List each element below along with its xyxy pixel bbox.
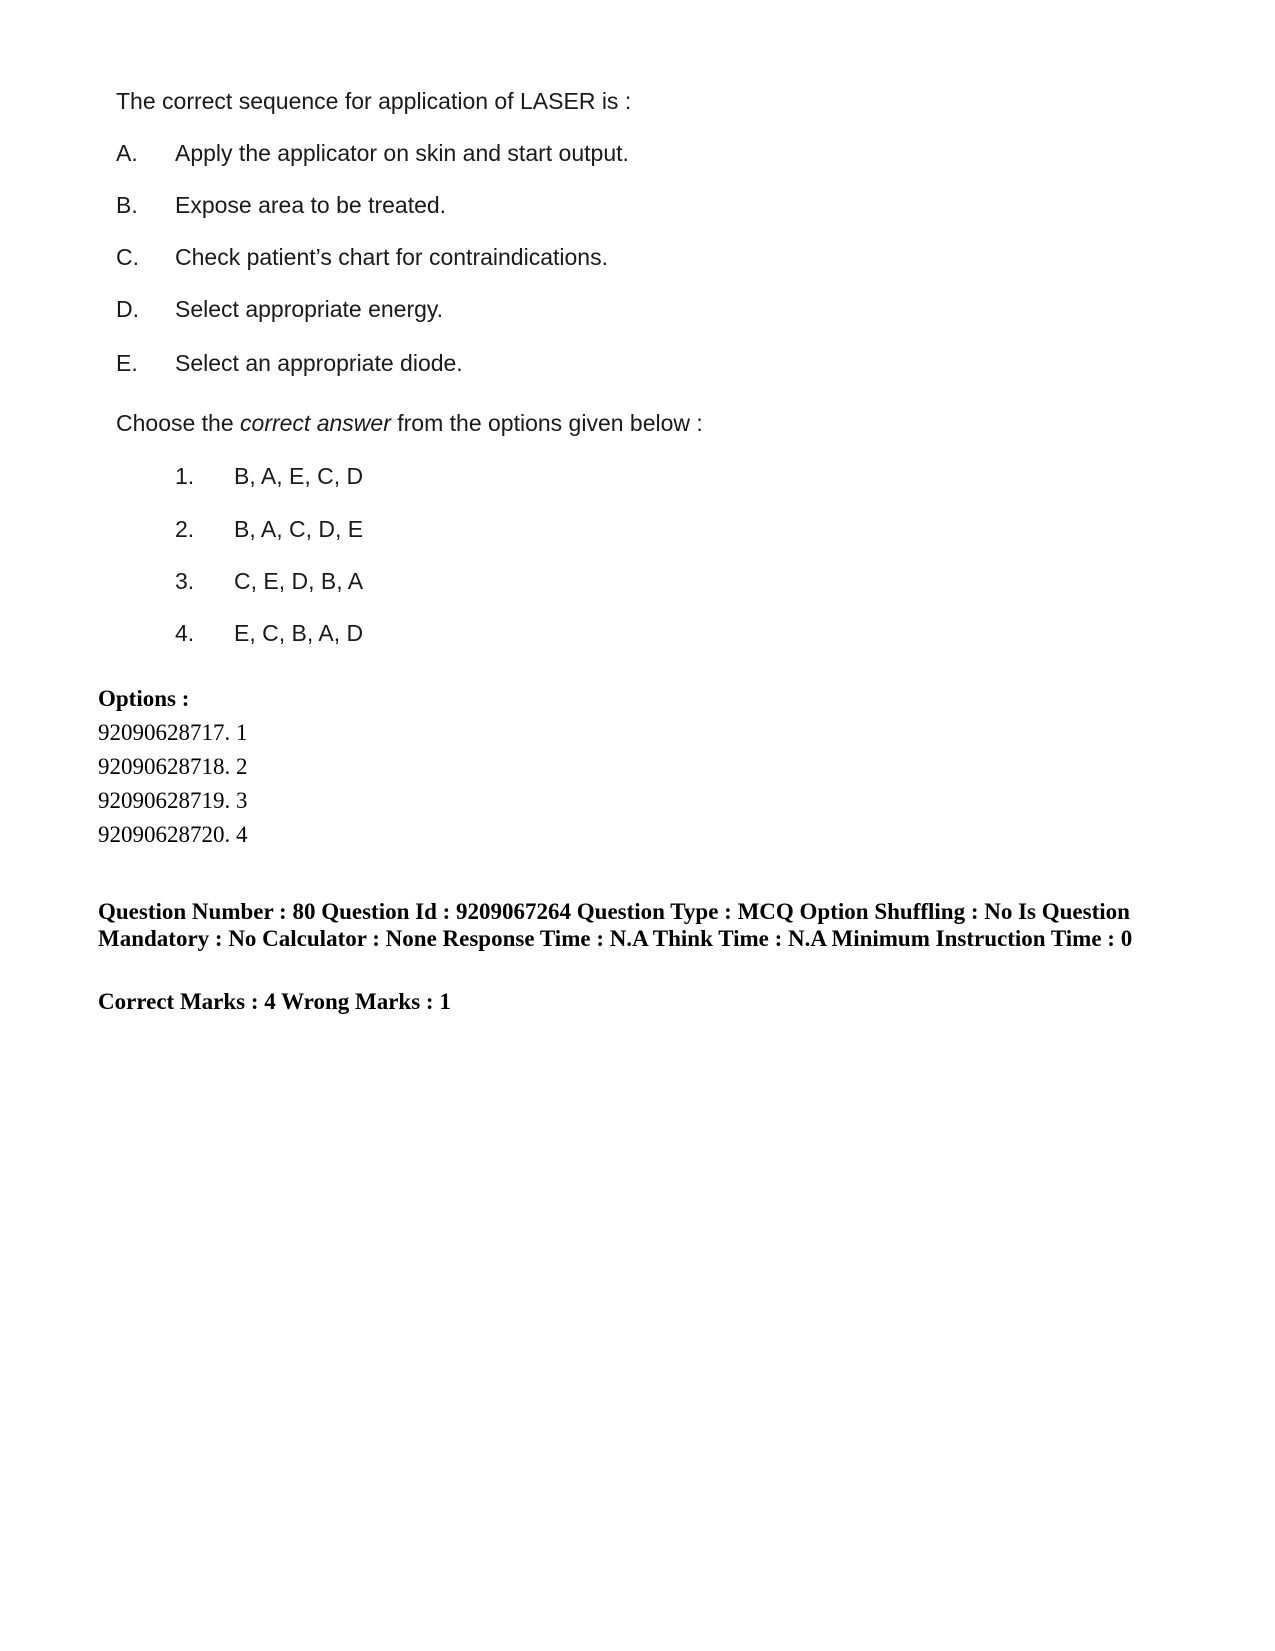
statement-text: Select appropriate energy. bbox=[175, 296, 444, 322]
statement-letter: A. bbox=[116, 140, 138, 166]
answer-number: 2. bbox=[175, 516, 195, 542]
choose-instruction bbox=[116, 410, 703, 437]
answer-text: B, A, E, C, D bbox=[234, 463, 364, 489]
options-heading: Options : bbox=[98, 686, 190, 711]
statement-text: Apply the applicator on skin and start output. bbox=[175, 140, 629, 166]
answer-number: 4. bbox=[175, 620, 195, 646]
choose-emphasis: correct answer bbox=[240, 410, 391, 436]
statement-letter: D. bbox=[116, 296, 139, 322]
statement-d bbox=[116, 296, 443, 323]
question-stem: The correct sequence for application of LASER is : bbox=[116, 88, 632, 114]
answer-choice-4 bbox=[175, 620, 363, 647]
statement-letter: B. bbox=[116, 192, 138, 218]
statement-letter: C. bbox=[116, 244, 139, 270]
statement-c bbox=[116, 244, 608, 271]
answer-choice-2 bbox=[175, 516, 363, 543]
answer-number: 1. bbox=[175, 463, 195, 489]
answer-choice-3 bbox=[175, 568, 363, 595]
statement-text: Check patient’s chart for contraindications. bbox=[175, 244, 608, 270]
statement-text: Expose area to be treated. bbox=[175, 192, 447, 218]
option-item: 92090628719. 3 bbox=[98, 788, 248, 813]
choose-suffix: from the options given below : bbox=[390, 410, 703, 436]
choose-prefix: Choose the bbox=[116, 410, 241, 436]
option-item: 92090628718. 2 bbox=[98, 754, 248, 779]
option-item: 92090628720. 4 bbox=[98, 822, 248, 847]
answer-text: B, A, C, D, E bbox=[234, 516, 364, 542]
option-item: 92090628717. 1 bbox=[98, 720, 248, 745]
answer-number: 3. bbox=[175, 568, 195, 594]
statement-letter: E. bbox=[116, 350, 138, 376]
statement-b bbox=[116, 192, 446, 219]
statement-text: Select an appropriate diode. bbox=[175, 350, 463, 376]
answer-text: C, E, D, B, A bbox=[234, 568, 364, 594]
statement-a bbox=[116, 140, 629, 167]
answer-text: E, C, B, A, D bbox=[234, 620, 364, 646]
statement-e bbox=[116, 350, 463, 377]
options-section bbox=[98, 682, 248, 852]
question-meta: Question Number : 80 Question Id : 9209067264 Question Type : MCQ Option Shuffling : No Is Question Mandatory : No Calculator : None Response Time : N.A Think Time : N.A Minimum Instruction Time : 0 bbox=[98, 899, 1133, 951]
answer-choice-1 bbox=[175, 463, 363, 490]
question-marks: Correct Marks : 4 Wrong Marks : 1 bbox=[98, 989, 451, 1014]
